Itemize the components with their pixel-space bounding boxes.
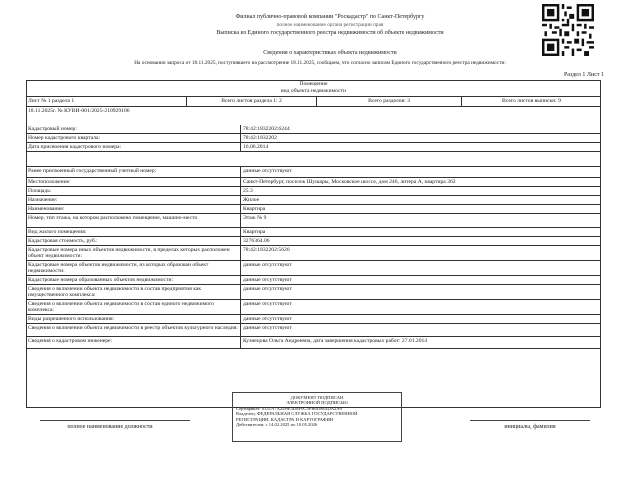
name-line	[470, 420, 590, 421]
document-title: Выписка из Единого государственного реестра недвижимости об объекте недвижимости	[216, 30, 444, 36]
row-label: Кадастровые номера иных объектов недвижимости, в пределах которых расположен объект недвижимости:	[28, 247, 230, 260]
row-value: данные отсутствуют	[240, 300, 601, 314]
row-label: Сведения о включении объекта недвижимости в состав единого недвижимого комплекса:	[28, 301, 214, 314]
row-value: Квартира	[240, 205, 601, 213]
row-label: Местоположение:	[28, 179, 71, 185]
row-label: Кадастровая стоимость, руб.:	[28, 238, 98, 244]
sections-total: Всего разделов: 3	[316, 97, 461, 106]
electronic-signature-stamp	[232, 392, 402, 442]
row-value: данные отсутствуют	[240, 261, 601, 275]
row-value: данные отсутствуют	[240, 285, 601, 299]
row-value: 25.3	[240, 187, 601, 195]
table-row	[26, 167, 601, 178]
table-row	[26, 300, 601, 315]
qr-code-icon	[542, 4, 594, 56]
stamp-validity: Действителен: с 14.02.2025 по 10.05.2026	[236, 422, 318, 428]
extract-number: 18.11.2025г. № КУВИ-001/2025-210929106	[28, 108, 130, 114]
row-label: Номер, тип этажа, на котором расположено помещение, машино-место	[28, 215, 198, 221]
table-row	[26, 324, 601, 337]
stamp-subtitle: ЭЛЕКТРОННОЙ ПОДПИСЬЮ	[286, 400, 348, 406]
intro-text: На основании запроса от 18.11.2025, поступившего на рассмотрение 18.11.2025, сообщаем, что согласно записям Единого государственного реестра недвижимости:	[134, 60, 506, 66]
stamp-owner-2: РЕГИСТРАЦИИ, КАДАСТРА И КАРТОГРАФИИ	[236, 416, 334, 422]
sheets-total: Всего листов раздела 1: 2	[186, 97, 316, 106]
table-row	[26, 337, 601, 349]
object-type-subtitle: вид объекта недвижимости	[281, 88, 346, 94]
row-label: Вид жилого помещения:	[28, 229, 87, 235]
table-row	[26, 276, 601, 285]
row-value: 78:42:1832202:6244	[240, 125, 601, 133]
row-value: данные отсутствуют	[240, 276, 601, 284]
table-row	[26, 285, 601, 300]
row-label: Назначение:	[28, 197, 58, 203]
row-label: Сведения о включении объекта недвижимости в реестр объектов культурного наследия:	[28, 325, 238, 331]
stamp-owner: Владелец: ФЕДЕРАЛЬНАЯ СЛУЖБА ГОСУДАРСТВЕННОЙ	[236, 411, 358, 417]
table-row	[26, 205, 601, 214]
row-value: данные отсутствуют	[240, 324, 601, 336]
agency-subtitle: полное наименование органа регистрации прав	[276, 22, 384, 28]
extract-sheets-total: Всего листов выписки: 9	[461, 97, 601, 106]
row-label: Кадастровый номер:	[28, 126, 77, 132]
object-type-title: Помещение	[299, 81, 328, 87]
table-row	[26, 315, 601, 324]
row-label: Наименование:	[28, 206, 65, 212]
table-row	[26, 214, 601, 228]
row-value: 16.06.2014	[240, 143, 601, 151]
stamp-certificate: Сертификат: 0331A7A2D9E3D8F0C5FB6D9E4DA2A0	[236, 405, 342, 411]
row-value: Жилое	[240, 196, 601, 204]
table-row	[26, 228, 601, 237]
row-label: Номер кадастрового квартала:	[28, 135, 101, 141]
object-type-header	[26, 80, 601, 97]
table-row	[26, 261, 601, 276]
page-number: Раздел 1 Лист 1	[563, 72, 604, 78]
extract-number-row	[26, 107, 601, 116]
row-label: Виды разрешенного использования:	[28, 316, 115, 322]
sheet-info-row	[26, 97, 601, 107]
row-label: Площадь:	[28, 188, 52, 194]
row-label: Ранее присвоенный государственный учетный номер:	[28, 168, 157, 174]
position-label: полное наименование должности	[67, 424, 153, 430]
row-value: Кузнецова Ольга Андреевна, дата завершения кадастровых работ: 27.01.2014	[240, 337, 601, 348]
row-label: Дата присвоения кадастрового номера:	[28, 144, 122, 150]
agency-name: Филиал публично-правовой компании "Роскадастр" по Санкт-Петербургу	[235, 14, 425, 20]
row-label: Кадастровые номера объектов недвижимости, из которых образован объект недвижимости:	[28, 262, 209, 275]
row-value: 3276364.06	[240, 237, 601, 245]
row-value: Санкт-Петербург, поселок Шушары, Московское шоссе, дом 246, литера А, квартира 362	[240, 178, 601, 186]
row-value: Этаж № 9	[240, 214, 601, 227]
name-label: инициалы, фамилия	[504, 424, 556, 430]
table-row	[26, 134, 601, 143]
row-value: 78:42:1832202:5626	[240, 246, 601, 260]
row-label: Кадастровые номера образованных объектов недвижимости:	[28, 277, 174, 283]
table-row	[26, 187, 601, 196]
table-row	[26, 178, 601, 187]
table-row	[26, 143, 601, 152]
row-value: 78:42:1832202	[240, 134, 601, 142]
row-value: данные отсутствуют	[240, 167, 601, 177]
stamp-title: ДОКУМЕНТ ПОДПИСАН	[290, 395, 344, 400]
row-value: данные отсутствуют	[240, 315, 601, 323]
row-value: Квартира	[240, 228, 601, 236]
table-row	[26, 246, 601, 261]
table-row	[26, 196, 601, 205]
sheet-number: Лист № 1 раздела 1	[28, 98, 75, 104]
position-line	[40, 420, 190, 421]
row-label: Сведения о включении объекта недвижимости в состав предприятия как имущественного комплекса:	[28, 286, 202, 299]
document-subject: Сведения о характеристиках объекта недвижимости	[263, 50, 397, 56]
row-label: Сведения о кадастровом инженере:	[28, 338, 113, 344]
table-row	[26, 125, 601, 134]
table-row	[26, 237, 601, 246]
